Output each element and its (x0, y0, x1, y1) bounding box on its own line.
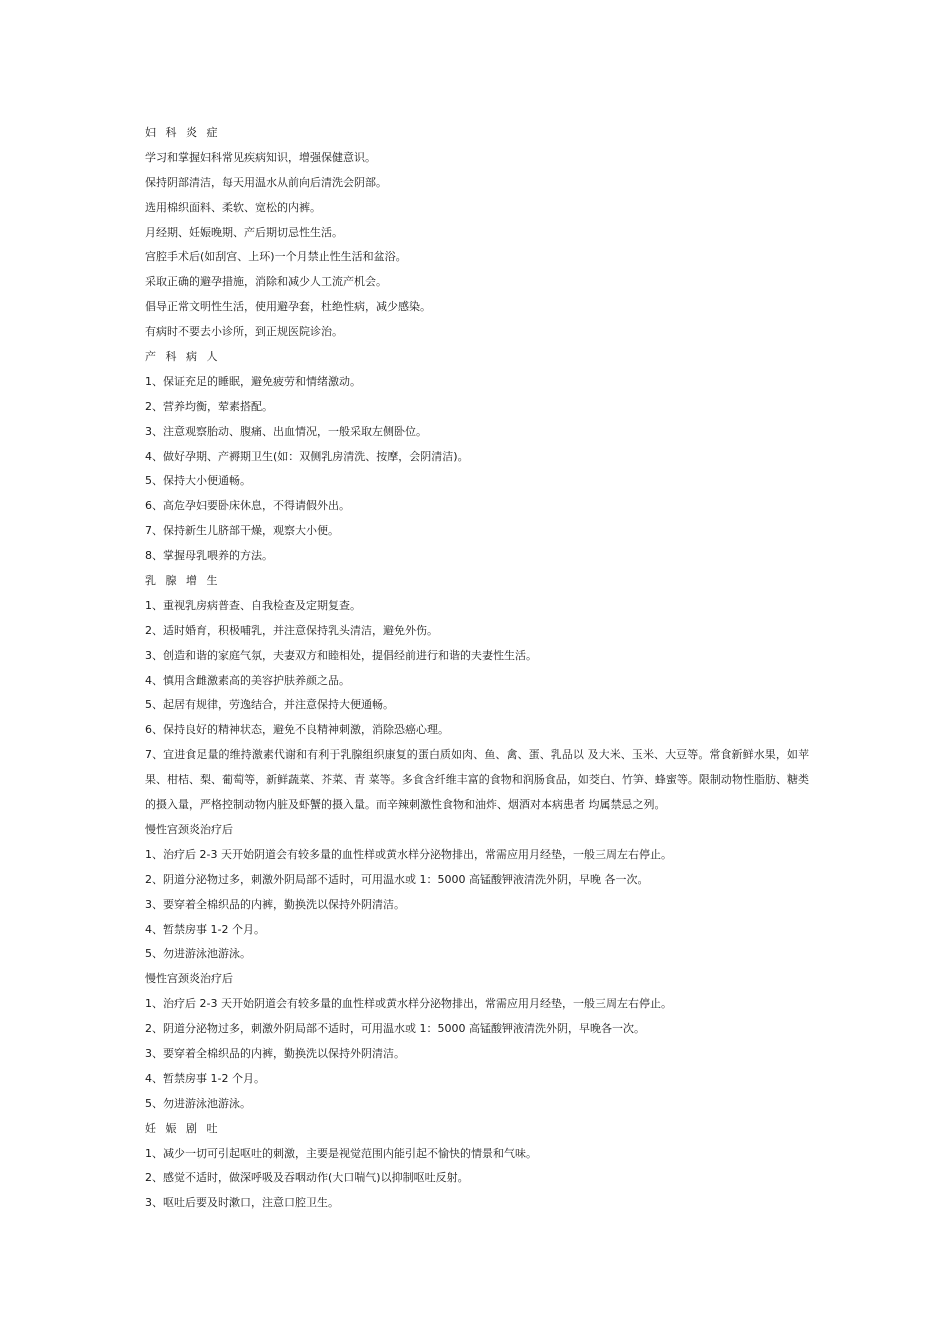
list-item: 6、高危孕妇要卧床休息，不得请假外出。 (145, 499, 350, 513)
list-item: 3、要穿着全棉织品的内裤，勤换洗以保持外阴清洁。 (145, 897, 405, 911)
section-heading: 妊 娠 剧 吐 (145, 1121, 221, 1135)
list-item: 3、注意观察胎动、腹痛、出血情况，一般采取左侧卧位。 (145, 424, 427, 438)
list-item: 3、创造和谐的家庭气氛，夫妻双方和睦相处，提倡经前进行和谐的夫妻性生活。 (145, 648, 537, 662)
list-item: 1、治疗后 2-3 天开始阴道会有较多量的血性样或黄水样分泌物排出，常需应用月经垫，一般三周左右停止。 (145, 847, 672, 861)
section-heading: 妇 科 炎 症 (145, 126, 221, 139)
section-heading: 乳 腺 增 生 (145, 574, 221, 588)
text-line: 保持阴部清洁，每天用温水从前向后清洗会阴部。 (145, 175, 387, 189)
section-heading: 慢性宫颈炎治疗后 (145, 972, 233, 986)
list-item: 2、感觉不适时，做深呼吸及吞咽动作(大口喘气)以抑制呕吐反射。 (145, 1171, 469, 1185)
text-line: 选用棉织面料、柔软、宽松的内裤。 (145, 200, 321, 214)
text-line: 学习和掌握妇科常见疾病知识，增强保健意识。 (145, 150, 376, 164)
list-item: 4、暂禁房事 1-2 个月。 (145, 1071, 265, 1085)
section-heading: 慢性宫颈炎治疗后 (145, 822, 233, 836)
document-page (145, 121, 815, 1216)
list-item: 5、勿进游泳池游泳。 (145, 947, 251, 961)
list-item: 4、做好孕期、产褥期卫生(如：双侧乳房清洗、按摩，会阴清洁)。 (145, 449, 469, 463)
text-line: 宫腔手术后(如刮宫、上环)一个月禁止性生活和盆浴。 (145, 250, 407, 264)
list-item: 7、保持新生儿脐部干燥，观察大小便。 (145, 524, 339, 538)
list-item: 2、阴道分泌物过多，刺激外阴局部不适时，可用温水或 1：5000 高锰酸钾液清洗外阴，早晚各一次。 (145, 1022, 645, 1036)
list-item: 1、保证充足的睡眠，避免疲劳和情绪激动。 (145, 374, 361, 388)
text-line: 倡导正常文明性生活，使用避孕套，杜绝性病，减少感染。 (145, 300, 431, 314)
text-line: 有病时不要去小诊所，到正规医院诊治。 (145, 325, 343, 339)
list-item: 2、适时婚育，积极哺乳，并注意保持乳头清洁，避免外伤。 (145, 623, 438, 637)
list-item: 4、暂禁房事 1-2 个月。 (145, 922, 265, 936)
list-item: 2、阴道分泌物过多，刺激外阴局部不适时，可用温水或 1：5000 高锰酸钾液清洗外阴，早晚 各一次。 (145, 872, 649, 886)
list-item: 1、重视乳房病普查、自我检查及定期复查。 (145, 598, 361, 612)
list-item: 2、营养均衡，荤素搭配。 (145, 399, 273, 413)
list-item: 6、保持良好的精神状态，避免不良精神刺激，消除恐癌心理。 (145, 723, 449, 737)
list-item: 8、掌握母乳喂养的方法。 (145, 549, 273, 563)
list-item: 3、要穿着全棉织品的内裤，勤换洗以保持外阴清洁。 (145, 1047, 405, 1060)
list-item-paragraph: 7、宜进食足量的维持激素代谢和有利于乳腺组织康复的蛋白质如肉、鱼、禽、蛋、乳品以 及大米、玉米、大豆等。常食新鲜水果，如苹果、柑桔、梨、葡萄等，新鲜蔬菜、芥菜、青 菜等。多食含纤维丰富的食物和润肠食品，如茭白、竹笋、蜂蜜等。限制动物性脂肪、糖类 的摄入量，严格控制动物内脏及虾蟹的摄入量。而辛辣刺激性食物和油炸、烟酒对本病患者 均属禁忌之列。 (145, 748, 809, 812)
list-item: 1、治疗后 2-3 天开始阴道会有较多量的血性样或黄水样分泌物排出，常需应用月经垫，一般三周左右停止。 (145, 997, 672, 1011)
list-item: 5、起居有规律，劳逸结合，并注意保持大便通畅。 (145, 698, 394, 712)
list-item: 1、减少一切可引起呕吐的刺激，主要是视觉范围内能引起不愉快的情景和气味。 (145, 1146, 537, 1160)
text-line: 采取正确的避孕措施，消除和减少人工流产机会。 (145, 275, 387, 289)
text-line: 月经期、妊娠晚期、产后期切忌性生活。 (145, 225, 343, 239)
section-heading: 产 科 病 人 (145, 350, 221, 364)
list-item: 5、勿进游泳池游泳。 (145, 1096, 251, 1110)
list-item: 3、呕吐后要及时漱口，注意口腔卫生。 (145, 1196, 339, 1210)
list-item: 5、保持大小便通畅。 (145, 474, 251, 488)
list-item: 4、慎用含雌激素高的美容护肤养颜之品。 (145, 673, 350, 687)
